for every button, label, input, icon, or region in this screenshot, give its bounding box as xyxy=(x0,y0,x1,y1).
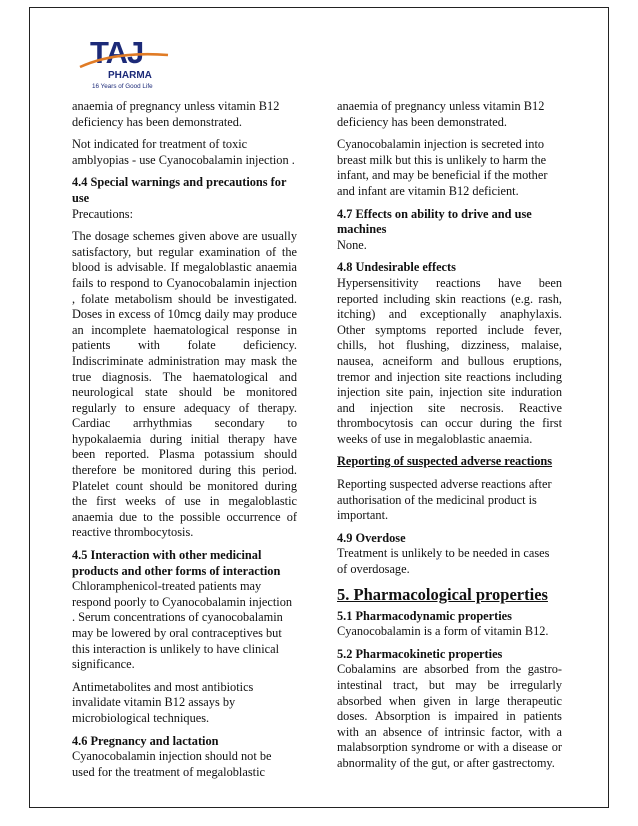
section-4-4-body: The dosage schemes given above are usually satisfactory, but regular examination of the blood is advisable. If megaloblastic anaemia fails to respond to Cyanocobalamin injection , folate metabolism should be investigated. Doses in excess of 10mcg daily may produce an incomplete haematological response in patients with folate deficiency. Indiscriminate administration may mask the true diagnosis. The haematological and neurological state should be monitored regularly to ensure adequacy of therapy. Cardiac arrhythmias secondary to hypokalaemia during initial therapy have been reported. Plasma potassium should therefore be monitored during this period. Platelet count should be monitored during the first weeks of use in megaloblastic anaemia due to the possible occurrence of reactive thrombocytosis. xyxy=(72,229,297,540)
section-5-title: 5. Pharmacological properties xyxy=(337,584,548,604)
section-5-2 xyxy=(337,647,562,772)
taj-pharma-logo xyxy=(70,33,180,93)
section-4-8-body: Hypersensitivity reactions have been reported including skin reactions (e.g. rash, itching) and exceptionally anaphylaxis. Other symptoms reported include fever, chills, hot flushing, dizziness, malaise, nausea, acneiform and bullous eruptions, tremor and injection site reactions including injection site pain, injection site induration and injection site necrosis. Reactive thrombocytosis can occur during the first weeks of use in megaloblastic anaemia. xyxy=(337,275,562,446)
reporting-body: Reporting suspected adverse reactions after authorisation of the medicinal product is important. xyxy=(337,477,552,523)
section-4-6-body: Cyanocobalamin injection should not be used for the treatment of megaloblastic xyxy=(72,749,272,779)
section-4-7-body: None. xyxy=(337,237,367,252)
section-4-5-body: Chloramphenicol-treated patients may respond poorly to Cyanocobalamin injection . Serum concentrations of cyanocobalamin may be lowered by oral contraceptives but this interaction is unlikely to have clinical significance. xyxy=(72,579,293,672)
right-intro: anaemia of pregnancy unless vitamin B12 deficiency has been demonstrated. xyxy=(337,99,545,129)
section-4-4-subtitle: Precautions: xyxy=(72,206,134,221)
section-4-7-title: 4.7 Effects on ability to drive and use machines xyxy=(337,206,532,237)
section-5-2-title: 5.2 Pharmacokinetic properties xyxy=(337,646,503,661)
section-4-5 xyxy=(72,548,297,673)
section-4-6 xyxy=(72,734,297,781)
logo-brand: PHARMA xyxy=(108,70,152,81)
section-4-5-title: 4.5 Interaction with other medicinal products and other forms of interaction xyxy=(72,548,281,578)
left-intro: anaemia of pregnancy unless vitamin B12 deficiency has been demonstrated. xyxy=(72,99,280,129)
reporting-title: Reporting of suspected adverse reactions xyxy=(337,454,553,469)
section-4-4-title: 4.4 Special warnings and precautions for use xyxy=(72,175,287,205)
section-4-8 xyxy=(337,260,562,447)
section-5-1 xyxy=(337,609,562,640)
section-4-9-body: Treatment is unlikely to be needed in cases of overdosage. xyxy=(337,546,550,577)
section-5-2-body: Cobalamins are absorbed from the gastro-intestinal tract, but may be irregularly absorbed when given in large therapeutic doses. Absorption is impaired in patients with an absence of intrinsic factor, with a malabsorption syndrome or with a disease or abnormality of the gut, or after gastrectomy. xyxy=(337,662,562,770)
section-4-6-title: 4.6 Pregnancy and lactation xyxy=(72,733,219,748)
reporting-section xyxy=(337,454,562,470)
section-5-1-body: Cyanocobalamin is a form of vitamin B12. xyxy=(337,624,549,639)
section-4-4 xyxy=(72,175,297,222)
section-4-9 xyxy=(337,531,562,578)
left-amblyopia-note: Not indicated for treatment of toxic amblyopias - use Cyanocobalamin injection . xyxy=(72,137,295,167)
section-5-1-title: 5.1 Pharmacodynamic properties xyxy=(337,608,512,623)
logo-letters: TAJ xyxy=(90,35,144,70)
left-column xyxy=(72,99,297,787)
logo-tagline: 16 Years of Good Life xyxy=(92,83,153,90)
section-4-5-body-2: Antimetabolites and most antibiotics invalidate vitamin B12 assays by microbiological techniques. xyxy=(72,679,254,725)
section-4-7 xyxy=(337,207,562,254)
section-4-8-title: 4.8 Undesirable effects xyxy=(337,260,456,275)
section-4-9-title: 4.9 Overdose xyxy=(337,530,406,545)
lactation-paragraph: Cyanocobalamin injection is secreted into breast milk but this is unlikely to harm the infant, and may be beneficial if the mother and infant are vitamin B12 deficient. xyxy=(337,137,548,198)
right-column xyxy=(337,99,562,779)
